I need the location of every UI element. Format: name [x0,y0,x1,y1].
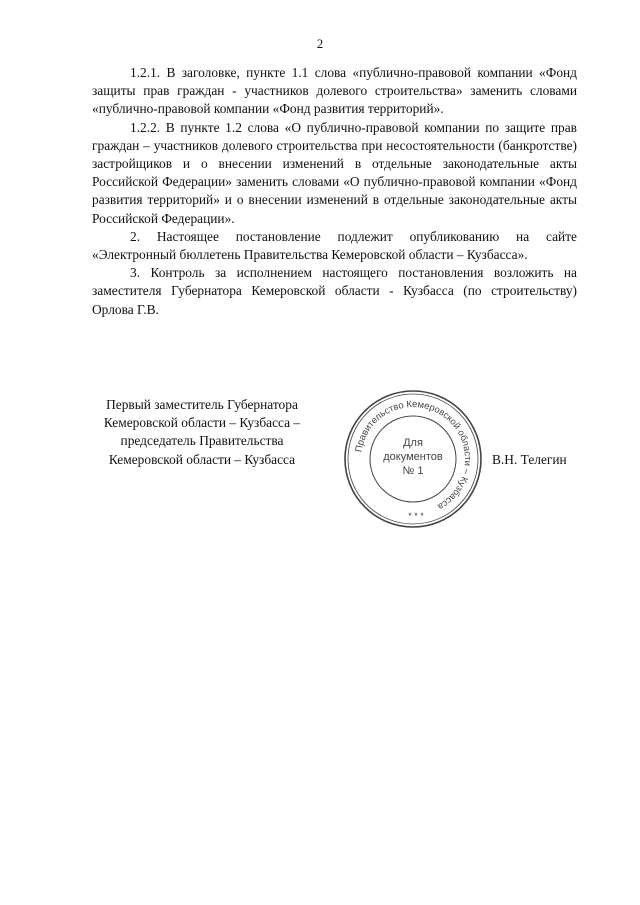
stamp-center-line: документов [383,451,443,463]
signer-name: В.Н. Телегин [492,452,567,467]
paragraph-2: 2. Настоящее постановление подлежит опубликованию на сайте «Электронный бюллетень Правительства Кемеровской области – Кузбасса». [92,228,577,263]
stamp-stars: * * * [408,511,424,521]
stamp-ring-text: Правительство Кемеровской области – Кузбасса [352,397,475,513]
page-number: 2 [316,36,324,51]
stamp-center-line: № 1 [402,465,424,477]
document-body [92,64,577,319]
stamp-center-line: Для [403,437,423,449]
signer-position-line: председатель Правительства [120,433,284,449]
stamp-graphic [342,388,484,530]
signer-position-line: Кемеровской области – Кузбасса – [103,415,301,431]
paragraph-1-2-2: 1.2.2. В пункте 1.2 слова «О публично-правовой компании по защите прав граждан – участников долевого строительства при несостоятельности (банкротстве) застройщиков и о внесении изменений в отдельные законодательные акты Российской Федерации» заменить словами «О публично-правовой компании «Фонд развития территорий» и о внесении изменений в отдельные законодательные акты Российской Федерации». [92,119,577,226]
paragraph-1-2-1: 1.2.1. В заголовке, пункте 1.1 слова «публично-правовой компании «Фонд защиты прав граждан - участников долевого строительства» заменить словами «публично-правовой компании «Фонд развития территорий». [92,65,577,117]
signer-position-line: Кемеровской области – Кузбасса [108,451,296,467]
signer-position [84,396,320,469]
official-stamp [342,388,484,530]
paragraph-3: 3. Контроль за исполнением настоящего постановления возложить на заместителя Губернатора Кемеровской области - Кузбасса (по строительству) Орлова Г.В. [92,265,577,317]
signer-position-line: Первый заместитель Губернатора [106,397,298,412]
